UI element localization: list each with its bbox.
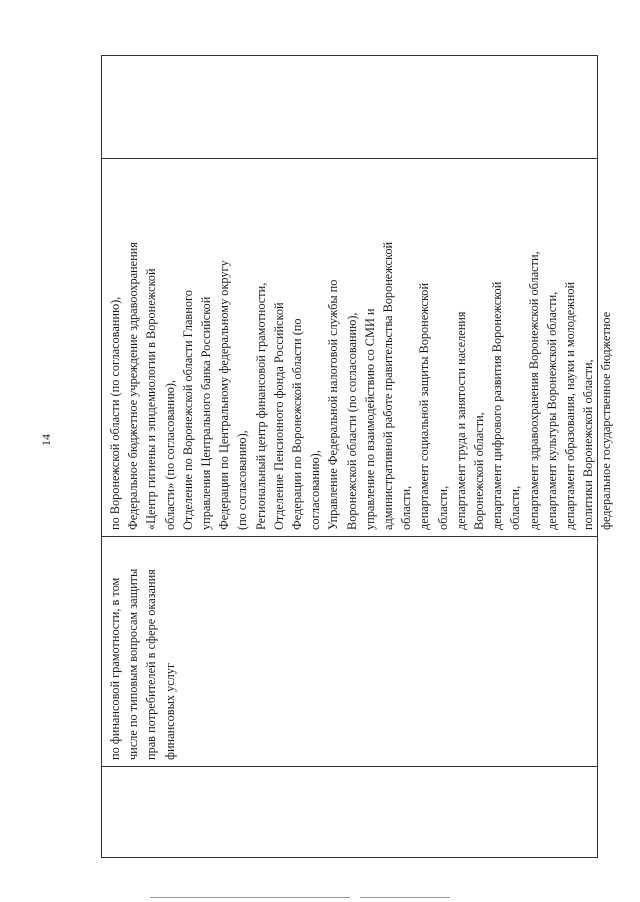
executor-line: административной работе правительства Воронежской <box>381 241 396 530</box>
executor-line: Федерации по Воронежской области (по <box>290 318 305 530</box>
executor-line: области, <box>435 485 450 530</box>
executor-line: политики Воронежской области, <box>581 359 596 530</box>
column-event <box>102 537 597 767</box>
event-line: прав потребителей в сфере оказания <box>144 569 159 760</box>
executor-line: департамент культуры Воронежской области, <box>544 291 559 530</box>
executor-line: управления Центрального банка Российской <box>199 296 214 530</box>
executor-line: «Центр гигиены и эпидемиологии в Воронежской <box>144 268 159 530</box>
executor-line: федеральное государственное бюджетное <box>599 311 614 530</box>
executor-line: области» (по согласованию), <box>162 379 177 530</box>
event-line: финансовых услуг <box>162 662 177 760</box>
executor-line: Региональный центр финансовой грамотности, <box>253 282 268 530</box>
executor-line: департамент цифрового развития Воронежской <box>490 281 505 530</box>
executor-line: области, <box>508 485 523 530</box>
table-rotated-content <box>102 56 614 857</box>
executor-line: Федеральное бюджетное учреждение здравоохранения <box>126 242 141 530</box>
executor-line: по Воронежской области (по согласованию), <box>108 296 122 530</box>
executor-line: департамент социальной защиты Воронежской <box>417 282 432 530</box>
executor-line: департамент образования, науки и молодежной <box>563 281 578 530</box>
executor-line: департамент труда и занятости населения <box>453 311 468 530</box>
executor-line: Воронежской области (по согласованию), <box>344 312 359 530</box>
scan-edge-line <box>150 897 350 898</box>
executor-line: Федерации по Центральному федеральному округу <box>217 260 232 530</box>
executor-line: управление по взаимодействию со СМИ и <box>362 308 377 530</box>
executor-line: Отделение Пенсионного фонда Российской <box>271 302 286 530</box>
executor-line: согласованию), <box>308 450 323 530</box>
event-line: по финансовой грамотности, в том <box>108 577 122 760</box>
executor-line: (по согласованию), <box>235 430 250 530</box>
activities-table <box>101 55 614 858</box>
executor-line: области, <box>399 485 414 530</box>
column-number <box>102 767 597 857</box>
executor-line: Управление Федеральной налоговой службы по <box>326 279 341 530</box>
column-executors <box>102 159 614 537</box>
executor-line: Отделение по Воронежской области Главного <box>180 290 195 530</box>
scan-edge-line <box>360 897 450 898</box>
page-number: 14 <box>39 434 53 446</box>
event-line: числе по типовым вопросам защиты <box>126 568 141 760</box>
executor-line: Воронежской области, <box>472 412 487 530</box>
column-deadline <box>102 56 597 159</box>
executor-line: департамент здравоохранения Воронежской области, <box>526 251 541 530</box>
